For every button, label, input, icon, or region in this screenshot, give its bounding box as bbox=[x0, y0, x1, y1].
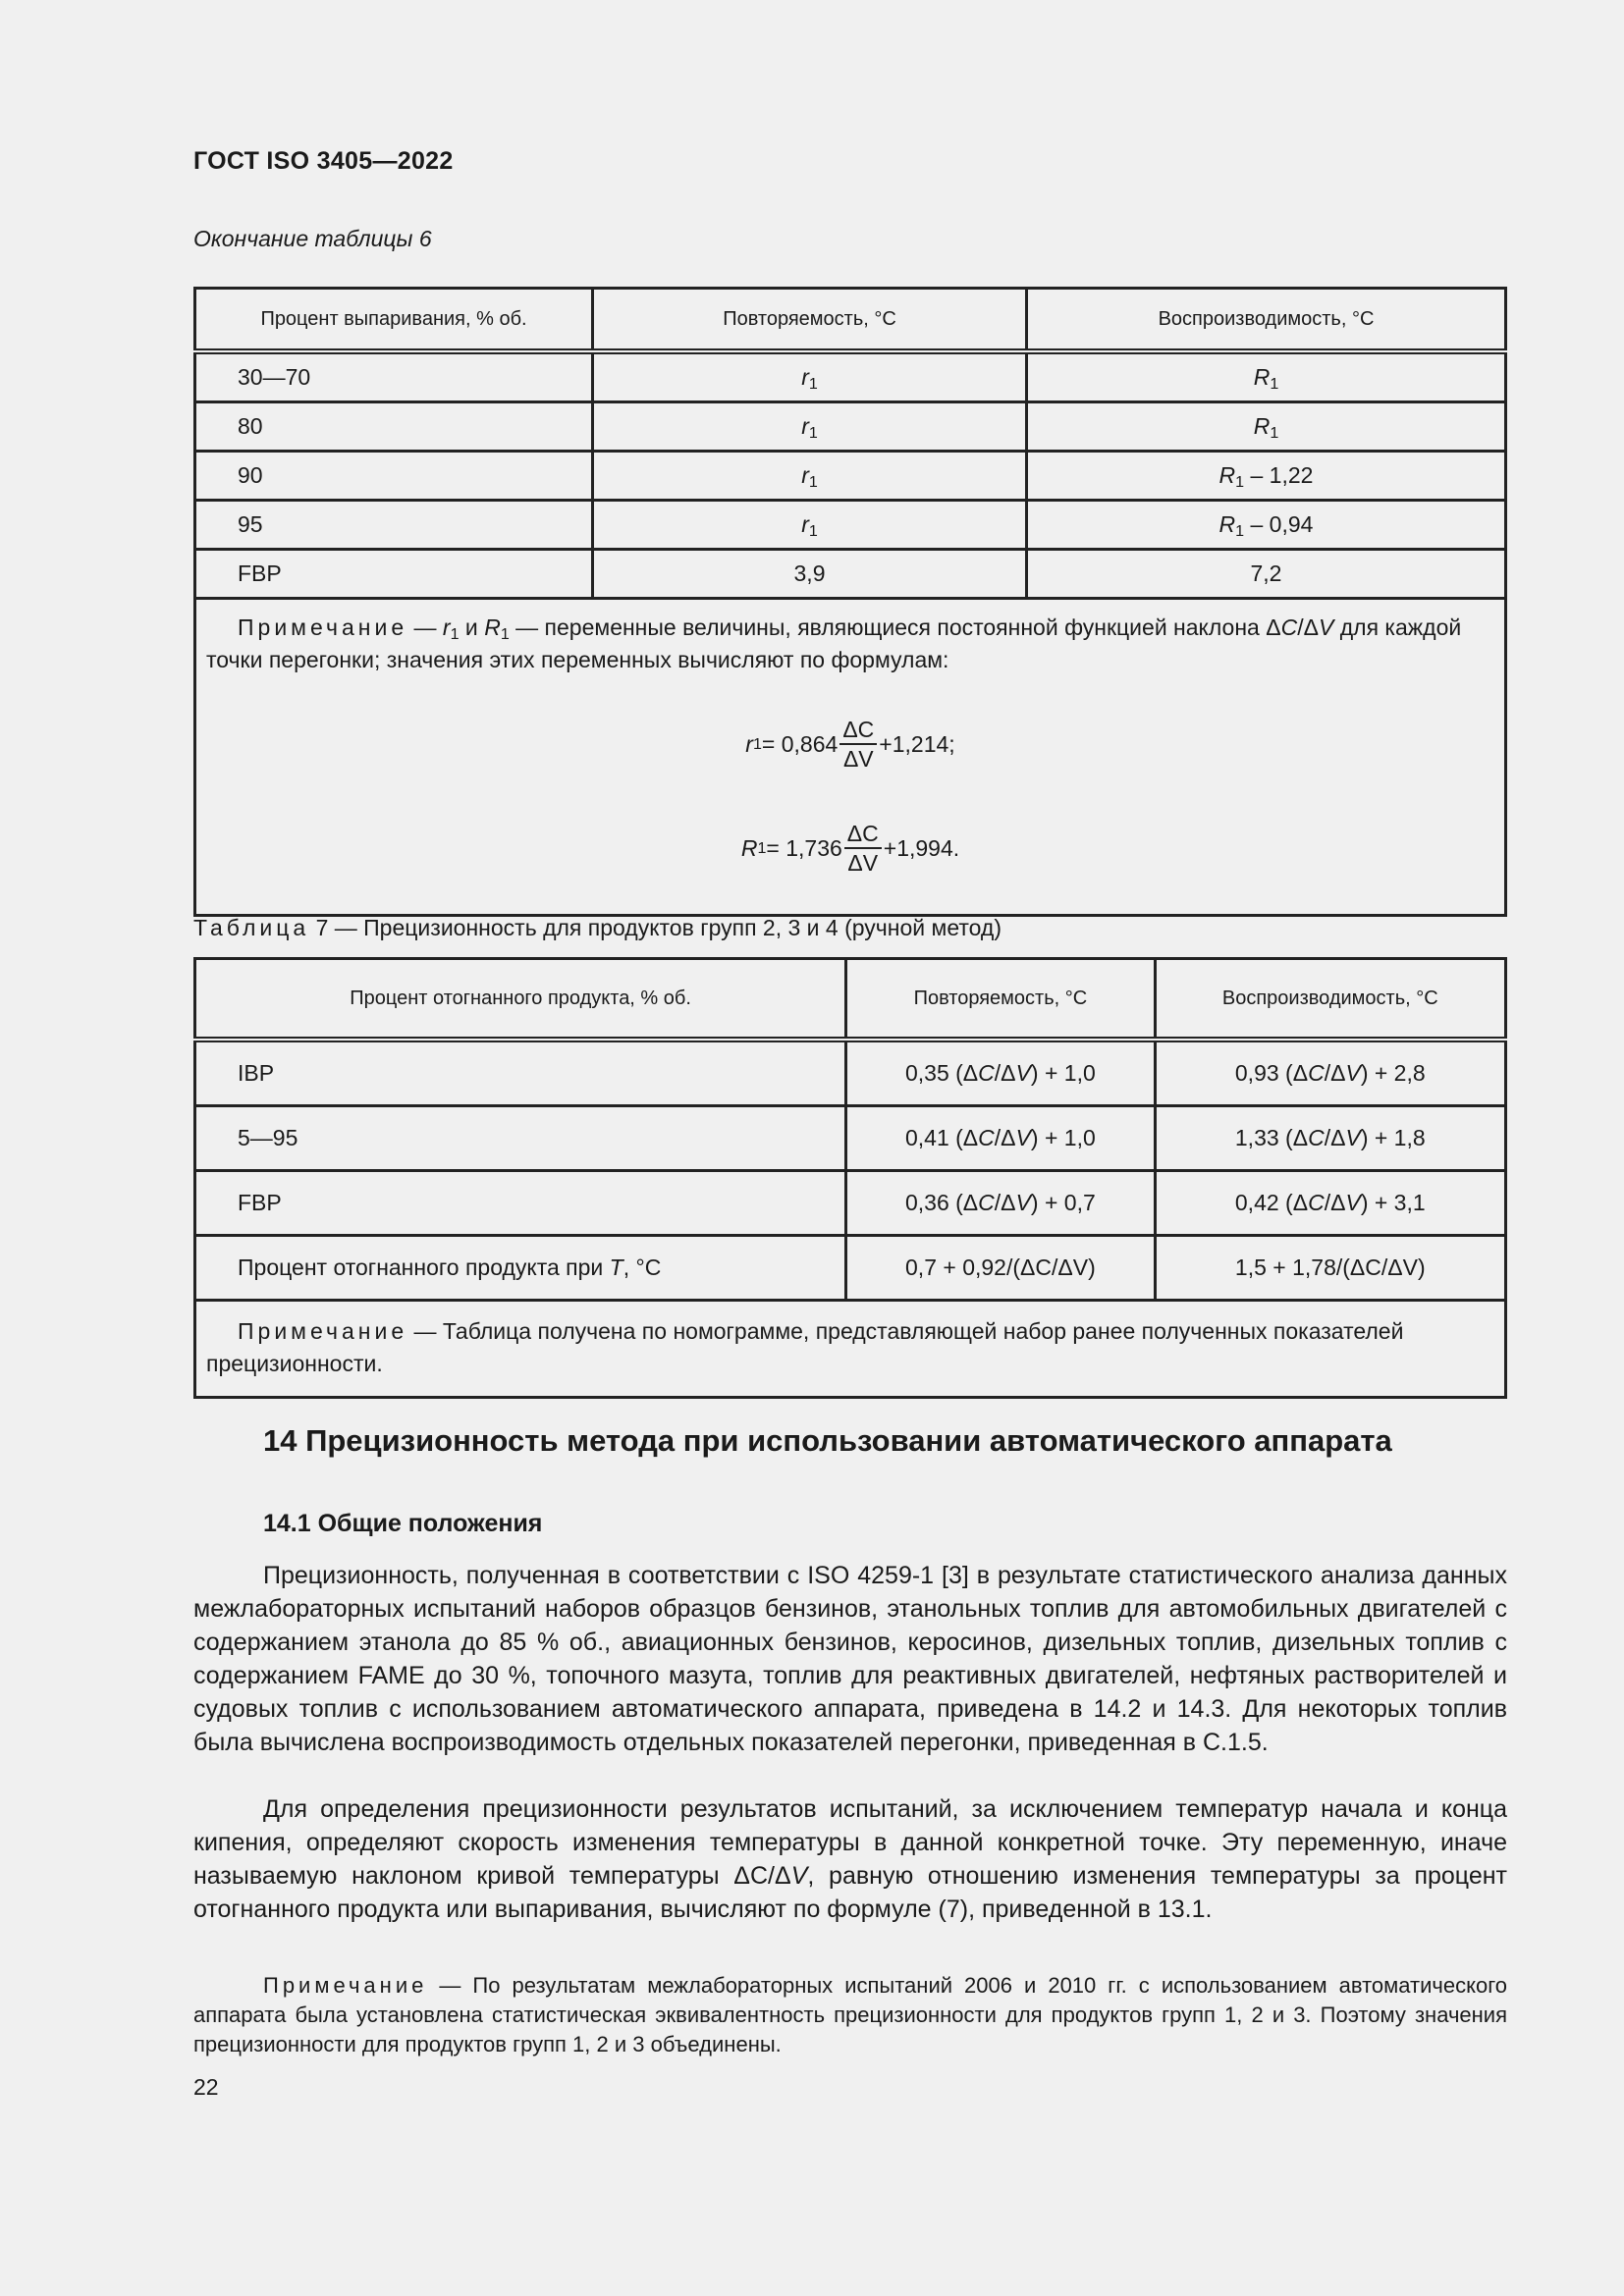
table-cell: 95 bbox=[195, 501, 593, 550]
table7-header-row bbox=[195, 959, 1506, 1041]
table-cell: $r_1$ bbox=[593, 501, 1027, 550]
table-cell: $r_1$ bbox=[593, 402, 1027, 452]
table-row bbox=[195, 1106, 1506, 1171]
table6-header-repeatability: Повторяемость, °C bbox=[593, 289, 1027, 352]
table-cell: 90 bbox=[195, 452, 593, 501]
table-cell: 1,33 (ΔC/ΔV) + 1,8 bbox=[1155, 1106, 1505, 1171]
table-cell: FBP bbox=[195, 1171, 846, 1236]
table7-header-reproducibility: Воспроизводимость, °C bbox=[1155, 959, 1505, 1041]
table-cell: Процент отогнанного продукта при T, °C bbox=[195, 1236, 846, 1301]
document-id: ГОСТ ISO 3405—2022 bbox=[193, 147, 454, 175]
table-cell: $R_1$ bbox=[1027, 402, 1506, 452]
table7-note-row bbox=[195, 1301, 1506, 1398]
table-row bbox=[195, 351, 1506, 402]
table-cell: 0,36 (ΔC/ΔV) + 0,7 bbox=[846, 1171, 1155, 1236]
table-row bbox=[195, 1171, 1506, 1236]
formulas bbox=[206, 692, 1494, 900]
table-cell: 7,2 bbox=[1027, 550, 1506, 599]
table-cell: 3,9 bbox=[593, 550, 1027, 599]
table6-header-row bbox=[195, 289, 1506, 352]
table-cell: 0,35 (ΔC/ΔV) + 1,0 bbox=[846, 1040, 1155, 1106]
table-row bbox=[195, 452, 1506, 501]
paragraph-1: Прецизионность, полученная в соответствии с ISO 4259-1 [3] в результате статистического анализа данных межлабораторных испытаний наборов образцов бензинов, этанольных топлив для автомобильных двигателей с содержанием этанола до 85 % об., авиационных бензинов, керосинов, дизельных топлив, дизельных топлив с содержанием FAME до 30 %, топочного мазута, топлив для реактивных двигателей, нефтяных растворителей и судовых топлив с использованием автоматического аппарата, приведена в 14.2 и 14.3. Для некоторых топлив была вычислена воспроизводимость отдельных показателей перегонки, приведенная в С.1.5. bbox=[193, 1562, 1507, 1756]
table-cell: 0,42 (ΔC/ΔV) + 3,1 bbox=[1155, 1171, 1505, 1236]
table7-caption: Таблица 7 — Прецизионность для продуктов групп 2, 3 и 4 (ручной метод) bbox=[193, 915, 1001, 940]
table-cell: 5—95 bbox=[195, 1106, 846, 1171]
table6-header-reproducibility: Воспроизводимость, °C bbox=[1027, 289, 1506, 352]
table-cell: 30—70 bbox=[195, 351, 593, 402]
table6-header-percent: Процент выпаривания, % об. bbox=[195, 289, 593, 352]
table-row bbox=[195, 501, 1506, 550]
paragraph-2: Для определения прецизионности результатов испытаний, за исключением температур начала и конца кипения, определяют скорость изменения температуры в данной конкретной точке. Эту переменную, иначе называемую наклоном кривой температуры ΔC/ΔV, равную отношению изменения температуры за процент отогнанного продукта или выпаривания, вычисляют по формуле (7), приведенной в 13.1. bbox=[193, 1795, 1507, 1923]
table-cell: $r_1$ bbox=[593, 351, 1027, 402]
table-row bbox=[195, 550, 1506, 599]
subsection-title: 14.1 Общие положения bbox=[263, 1510, 543, 1537]
table6-continuation: Окончание таблицы 6 bbox=[193, 226, 432, 251]
table-row bbox=[195, 1040, 1506, 1106]
table-cell: $R_1 - 1,22$ bbox=[1027, 452, 1506, 501]
table7-header-percent: Процент отогнанного продукта, % об. bbox=[195, 959, 846, 1041]
table6-note: Примечание — $r_1$ и $R_1$ — переменные величины, являющиеся постоянной функцией наклона ΔC/ΔV для каждой точки перегонки; значения этих переменных вычисляют по формулам: r 1 = 0,864 $\frac{\Delta C}{\Delta V}$ +1,214; R 1 = 1,736 $\frac{\Delta C}{\Delta V}$ +1,994. bbox=[195, 599, 1506, 916]
table7-note: Примечание — Таблица получена по номограмме, представляющей набор ранее полученных показателей прецизионности. bbox=[195, 1301, 1506, 1398]
table-cell: FBP bbox=[195, 550, 593, 599]
table-cell: 0,93 (ΔC/ΔV) + 2,8 bbox=[1155, 1040, 1505, 1106]
table7-header-repeatability: Повторяемость, °C bbox=[846, 959, 1155, 1041]
table-6 bbox=[193, 287, 1507, 917]
table-cell: 1,5 + 1,78/(ΔC/ΔV) bbox=[1155, 1236, 1505, 1301]
formula-r1: r 1 = 0,864 $\frac{\Delta C}{\Delta V}$ +1,214; bbox=[745, 717, 955, 772]
note-label: Примечание bbox=[238, 1318, 408, 1344]
table-7 bbox=[193, 957, 1507, 1399]
page-number: 22 bbox=[193, 2074, 219, 2100]
section-note: Примечание — По результатам межлабораторных испытаний 2006 и 2010 гг. с использованием автоматического аппарата была установлена статистическая эквивалентность прецизионности для продуктов групп 1, 2 и 3. Поэтому значения прецизионности для продуктов групп 1, 2 и 3 объединены. bbox=[193, 1973, 1507, 2056]
table6-note-row bbox=[195, 599, 1506, 916]
table-cell: 0,41 (ΔC/ΔV) + 1,0 bbox=[846, 1106, 1155, 1171]
table-row bbox=[195, 402, 1506, 452]
table-cell: 0,7 + 0,92/(ΔC/ΔV) bbox=[846, 1236, 1155, 1301]
table-cell: $R_1 - 0,94$ bbox=[1027, 501, 1506, 550]
table-cell: 80 bbox=[195, 402, 593, 452]
formula-R1: R 1 = 1,736 $\frac{\Delta C}{\Delta V}$ +1,994. bbox=[740, 821, 960, 876]
table-cell: IBP bbox=[195, 1040, 846, 1106]
table-cell: $R_1$ bbox=[1027, 351, 1506, 402]
table-row bbox=[195, 1236, 1506, 1301]
section-title: 14 Прецизионность метода при использовании автоматического аппарата bbox=[263, 1423, 1392, 1458]
table-cell: $r_1$ bbox=[593, 452, 1027, 501]
note-label: Примечание bbox=[238, 614, 408, 640]
